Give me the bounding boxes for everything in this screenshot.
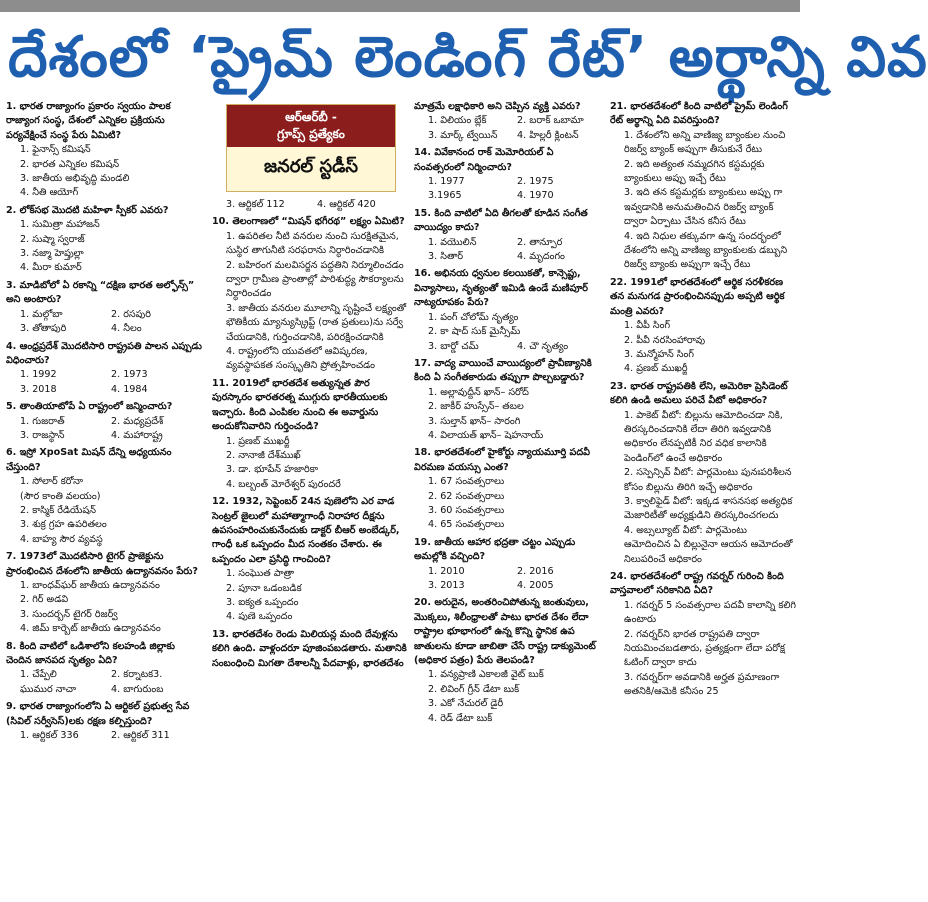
option-row <box>414 236 606 250</box>
option: 3. ఇది తన కస్టమర్లకు బ్యాంకులు అప్పు గా ఇవ్వడానికి అనుమతించిన రిజర్వ్ బ్యాంక్ ద్వారా ఏర్పాటు చేసిన కనీస రేటు <box>624 187 783 228</box>
option: 2. కర్నాటక3. <box>111 669 163 681</box>
option: 3. సితార్ <box>428 251 464 263</box>
option: 2. భారత ఎన్నికల కమిషన్ <box>20 158 120 170</box>
option: 3. సుందర్బన్ టైగర్ రిజర్వ్ <box>20 608 118 620</box>
question-text: 18. భారతదేశంలో హైకోర్టు న్యాయమూర్తి పదవీ విరమణ వయస్సు ఎంత? <box>414 447 590 473</box>
option: 2. రసపురి <box>111 308 151 320</box>
question-21 <box>610 100 796 273</box>
question-text: 15. కింది వాటిలో ఏది తీగలతో కూడిన సంగీత వాయిద్యం కాదు? <box>414 207 588 234</box>
option: 3. తోతాపురి <box>20 323 67 335</box>
option-row <box>414 129 606 143</box>
option: 4. 1970 <box>517 190 554 202</box>
question-text: 12. 1932, సెప్టెంబర్ 24న పుణెలోని ఎర వాడ సెంట్రల్ జైలులో మహాత్మాగాంధీ నిరాహార దీక్షను ఉపసంహరించుకునేందుకు డాక్టర్ బీఆర్ అంబేడ్కర్, గాంధీ ఒక ఒప్పందం మీద సంతకం చేశారు. ఈ ఒప్పందం ఎలా ప్రసిద్ధి గాంచింది? <box>212 496 400 565</box>
question-1 <box>6 100 202 201</box>
option-row <box>414 189 606 203</box>
option: 2. పూనా ఒడంబడిక <box>226 582 302 594</box>
option-row <box>414 250 606 264</box>
option: 2. తాన్పూర <box>517 236 563 248</box>
column-3 <box>414 100 606 888</box>
option-row <box>6 322 202 336</box>
option: 1. పాకెట్ వీటో: బిల్లును ఆమోదించడా నికి, తిరస్కరించడానికి లేదా తిరిగి ఇవ్వడానికి అధికారం లేనప్పటికీ నిర వధిక కాలానికి పెండింగ్‌లో ఉంచే అధికారం <box>624 409 783 464</box>
question-text: 21. భారతదేశంలో కింది వాటిలో ప్రైమ్ లెండింగ్ రేట్ అర్థాన్ని ఏది వివరిస్తుంది? <box>610 101 788 127</box>
option: 4. బల్బంత్ మోరేశ్వర్ పురందరే <box>226 478 341 490</box>
column-1 <box>6 100 202 888</box>
option: 4. హిల్లరీ క్లింటన్ <box>517 129 579 141</box>
option: 1. ఆర్టికల్ 336 <box>20 730 79 742</box>
option-row <box>6 415 202 429</box>
question-text: 9. భారత రాజ్యాంగంలోని ఏ ఆర్టికల్ ప్రభుత్వ సేవ (సివిల్ సర్వీసెస్)లకు రక్షణ కల్పిస్తుంది? <box>6 701 190 727</box>
option: 1. చేప్పేలి <box>20 669 57 681</box>
option: (సౌర కాంతి వలయం) <box>20 490 101 502</box>
column-4 <box>610 100 796 888</box>
option: 3. రాజస్థాన్ <box>20 429 65 441</box>
option: 3. జాతీయ వనరుల మూలాన్ని సృష్టించే లక్ష్యంతో భౌతికీయ మ్యాన్యుస్క్రిప్ట్ (రాత ప్రతులు)ను సర్వే చేయడానికి, గుర్తించడానికి, పరిరక్షించడానికి <box>226 302 407 343</box>
option-row <box>6 368 202 382</box>
badge-subject: జనరల్ స్టడీస్ <box>263 156 359 177</box>
option: 3. జాతీయ అభివృద్ధి మండలి <box>20 173 130 185</box>
option-row <box>414 340 606 354</box>
option: 4. జిమ్ కార్బెట్ జాతీయ ఉద్యానవనం <box>20 623 161 635</box>
option: 1. బాంధవ్‌ఘర్ జాతీయ ఉద్యానవనం <box>20 580 160 591</box>
page-headline: దేశంలో ‘ప్రైమ్ లెండింగ్ రేట్’ అర్థాన్ని వివ <box>8 25 928 90</box>
question-text: 6. ఇస్రో XpoSat మిషన్ దేన్ని అధ్యయనం చేస్తుంది? <box>6 447 172 473</box>
question-text: 13. భారతదేశం రెండు మిలియన్ల మంది దేవుళ్లను కలిగి ఉంది. వాళ్లందరూ పూజింపబడతారు. మతానికి సంబంధించి మిగతా దేశాలన్నీ పేదవాళ్లు, భారతదేశం <box>212 628 407 669</box>
option: 4. నీతి ఆయోగ్ <box>20 187 79 199</box>
option: 2. బహిరంగ మలవిసర్జన పద్ధతిని నిర్మూలించడం ద్వారా గ్రామీణ ప్రాంతాల్లో పారిశుద్ధ్య సౌకర్యాలను నిర్ధారించడం <box>226 259 404 300</box>
question-17 <box>414 357 606 443</box>
option-row <box>414 114 606 128</box>
option-row <box>6 668 202 682</box>
option: 1. 1977 <box>428 176 465 188</box>
option: 3. 2018 <box>20 383 57 395</box>
option: 3. నజ్మా హెప్తుల్లా <box>20 248 84 260</box>
badge-line-2: గ్రూప్స్ ప్రత్యేకం <box>277 127 345 141</box>
option: 4. ప్రణబ్ ముఖర్జీ <box>624 363 688 375</box>
question-9 <box>6 700 202 743</box>
option: 3. డా. భూపేన్ హజారికా <box>226 464 319 476</box>
option: 3. గవర్నర్‌గా అవడానికి అర్హత ప్రమాణంగా అతనికి/ఆమెకి కనీసం 25 <box>624 671 780 698</box>
question-text: 1. భారత రాజ్యాంగం ప్రకారం స్వయం పాలక రాజ్యాంగ సంస్థ, దేశంలో ఎన్నికల ప్రక్రియను పర్యవేక్షించే సంస్థ పేరు ఏమిటి? <box>6 101 171 141</box>
option-row <box>212 198 408 212</box>
option: 3.1965 <box>428 190 462 202</box>
question-5 <box>6 400 202 443</box>
badge-line-1: ఆర్ఆర్‌బీ - <box>285 110 337 124</box>
question-text: 22. 1991లో భారతదేశంలో ఆర్థిక సరళీకరణ తన మనుగడ ప్రారంభించినప్పుడు అప్పటి ఆర్థిక మంత్రి ఎవరు? <box>610 276 785 317</box>
question-4 <box>6 340 202 398</box>
option: 1. 2010 <box>428 565 465 577</box>
question-text: 2. లోక్‌సభ మొదటి మహిళా స్పీకర్ ఎవరు? <box>6 204 169 216</box>
question-text: మాత్రమే లక్షాధికారి అని చెప్పిన వ్యక్తి ఎవరు? <box>414 101 581 112</box>
option: 1. గవర్నర్ 5 సంవత్సరాల పదవీ కాలాన్ని కలిగి ఉంటారు <box>624 599 796 626</box>
option: 3. 60 సంవత్సరాలు <box>428 504 505 516</box>
question-13-continued <box>414 100 606 143</box>
question-8 <box>6 640 202 698</box>
option: 1. 1992 <box>20 369 57 381</box>
option: 3. మార్క్ ట్వేయిన్ <box>428 129 498 141</box>
badge-title <box>227 105 395 147</box>
option: 3. ఎకో నేచురల్ డైరీ <box>428 698 504 710</box>
option: 1. 67 సంవత్సరాలు <box>428 476 505 488</box>
option: 1. వీపీ సింగ్ <box>624 320 671 332</box>
option: 3. 2013 <box>428 580 465 591</box>
option: 3. ఐక్యత ఒప్పందం <box>226 596 299 608</box>
option: 3. మన్మోహన్ సింగ్ <box>624 348 694 360</box>
question-16 <box>414 267 606 353</box>
option: 1. సంఘొత పాత్రా <box>226 568 295 580</box>
question-text: 10. తెలంగాణలో “మిషన్ భగీరథ” లక్ష్యం ఏమిటి? <box>212 216 405 228</box>
option-row <box>414 579 606 593</box>
option: 4. ఆర్టికల్ 420 <box>317 199 376 210</box>
option: 2. సస్పెన్సివ్ వీటో: పార్లమెంటు పునఃపరిశీలన కోసం బిల్లును తిరిగి ఇచ్చే అధికారం <box>624 467 792 493</box>
option: 1. ప్రణబ్ ముఖర్జీ <box>226 435 290 447</box>
option: 4. బాగురుంబ <box>111 683 164 695</box>
option: 2. బరాక్ ఒబామా <box>517 115 584 127</box>
question-text: 20. అరుదైన, అంతరించిపోతున్న జంతువులు, మొక్కలు, శిలీంధ్రాలతో పాటు భారత దేశం లేదా రాష్ట్రాల భూభాగంలో ఉన్న కొన్ని స్థానిక ఉప జాతులను కూడా జాబితా చేసే రాష్ట్ర డాక్యుమెంట్ (అధికార పత్రం) పేరు తెలపండి? <box>414 597 596 667</box>
question-text: 8. కింది వాటిలో ఒడిశాలోని కలహండి జిల్లాకు చెందిన జానపద నృత్యం ఏది? <box>6 640 175 667</box>
option: 4. ఇది నిధుల తక్కువగా ఉన్న సందర్భంలో దేశంలోని అన్ని వాణిజ్య బ్యాంకులకు డబ్బుని రిజర్వ్ బ్యాంకు అప్పుగా ఇచ్చే రేటు <box>624 230 788 271</box>
option: 3. బార్డో చమ్ <box>428 340 479 352</box>
question-15 <box>414 207 606 265</box>
question-9-continued <box>212 198 408 212</box>
option: 1. దేశంలోని అన్ని వాణిజ్య బ్యాంకుల నుంచి రిజర్వ్ బ్యాంక్ అప్పుగా తీసుకునే రేటు <box>624 129 786 156</box>
option: 1. గుజరాత్ <box>20 415 65 427</box>
option: 1. సుమిత్రా మహాజన్ <box>20 219 100 231</box>
option: 2. 2016 <box>517 565 554 577</box>
option: ఘుముర నాచా <box>20 683 77 695</box>
option: 4. మృదంగం <box>517 251 565 263</box>
question-text: 16. అభినయ ధ్వనుల కలయికతో, కాన్సెప్టు, విన్యాసాలు, నృత్యంతో ఇమిడి ఉండే మణిపూర్ నాట్యరూపకం పేరు? <box>414 268 588 309</box>
option: 3. క్వాలిఫైడ్ వీటో: ఇక్కడ శాసనసభ అత్యధిక మెజారిటీతో అధ్యక్షుడిని తిరస్కరించగలదు <box>624 495 793 522</box>
question-23 <box>610 380 796 567</box>
option: 4. 2005 <box>517 580 554 591</box>
option: 4. రాష్ట్రంలోని యువతలో ఆవిష్కరణ, వ్యవస్థాపకత సంస్కృతిని ప్రోత్సహించడం <box>226 346 375 372</box>
option: 4. 65 సంవత్సరాలు <box>428 519 505 531</box>
option: 4. రెడ్ డేటా బుక్ <box>428 712 493 724</box>
option: 2. సుష్మా స్వరాజ్ <box>20 233 85 245</box>
option: 4. అబ్సల్యూట్ వీటో: పార్లమెంటు ఆమోదించిన ఏ బిల్లునైనా ఆయన ఆమోదంతో నిలుపరించే అధికారం <box>624 524 793 565</box>
question-22 <box>610 276 796 377</box>
option: 3. శుక్ర గ్రహ ఉపరితలం <box>20 519 107 531</box>
option: 3. ఆర్టికల్ 112 <box>226 199 285 210</box>
option: 4. పుణె ఒప్పందం <box>226 611 293 623</box>
option: 4. మహారాష్ట్ర <box>111 429 163 441</box>
question-text: 19. జాతీయ ఆహార భద్రతా చట్టం ఎప్పుడు అమల్లోకి వచ్చింది? <box>414 536 576 563</box>
option: 4. మీరా కుమార్ <box>20 262 82 274</box>
option: 1. సోలార్ కరోనా <box>20 476 84 488</box>
option-row <box>414 175 606 189</box>
option-row <box>6 383 202 397</box>
option-row <box>6 429 202 443</box>
question-19 <box>414 536 606 594</box>
option: 2. 1973 <box>111 369 148 381</box>
question-text: 11. 2019లో భారతదేశ అత్యున్నత పౌర పురస్కారం భారతరత్న ముగ్గురు భారతీయులకు ఇచ్చారు. కింది ఎంపికల నుంచి ఈ అవార్డును అందుకోనివారిని గుర్తించండి? <box>212 377 388 433</box>
option-row <box>6 729 202 743</box>
option: 2. ఆర్టికల్ 311 <box>111 730 170 742</box>
option: 2. నానాజీ దేశ్‌ముఖ్ <box>226 449 301 461</box>
option: 4. నీలం <box>111 323 142 335</box>
column-2 <box>212 100 408 888</box>
option: 4. 1984 <box>111 383 148 395</box>
option-row <box>6 308 202 322</box>
option: 2. లివింగ్ గ్రీన్ డేటా బుక్ <box>428 683 520 695</box>
section-badge <box>226 104 396 192</box>
question-2 <box>6 204 202 276</box>
question-12 <box>212 495 408 625</box>
option: 2. ఇది అత్యంత నమ్మదగిన కస్టమర్లకు బ్యాంకులు అప్పు ఇచ్చే రేటు <box>624 158 765 185</box>
option: 2. 1975 <box>517 176 554 188</box>
option: 2. కా షాద్ సుక్ మైన్సీమ్ <box>428 326 521 338</box>
option: 1. విలియం బ్లేక్ <box>428 115 487 127</box>
question-24 <box>610 570 796 700</box>
option: 2. 62 సంవత్సరాలు <box>428 490 505 502</box>
question-6 <box>6 446 202 547</box>
question-13 <box>212 628 408 671</box>
question-text: 3. మాడిబోలో ఏ రకాన్ని “దక్షిణ భారత అల్ఫోన్స్” అని అంటారు? <box>6 279 195 306</box>
question-text: 24. భారతదేశంలో రాష్ట్ర గవర్నర్ గురించి కింది వాస్తవాలలో సరికానిది ఏది? <box>610 571 784 597</box>
option: 4. చౌ నృత్యం <box>517 340 569 352</box>
question-text: 23. భారత రాష్ట్రపతికి లేని, అమెరికా ప్రెసిడెంట్ కలిగి ఉండి అమలు పరిచే వీటో అధికారం? <box>610 380 788 407</box>
option: 1. పంగ్ చోలోమ్ నృత్యం <box>428 311 519 323</box>
option: 2. గిర్ అడవి <box>20 594 69 606</box>
question-18 <box>414 446 606 532</box>
option: 1. మల్గోబా <box>20 308 63 320</box>
top-rule <box>0 0 800 12</box>
option: 1. వన్యప్రాణి ఎకాలజీ వైట్ బుక్ <box>428 669 544 681</box>
option: 1. వయొలిన్ <box>428 236 477 248</box>
question-text: 17. వాద్య వాయించే వాయిద్యంలో ప్రావీణ్యానికి కింది ఏ సంగీతకారుడు తప్పుగా పొల్చబడ్డారు? <box>414 357 592 384</box>
option: 1. అల్లావుద్దీన్ ఖాన్– సరోద్ <box>428 386 529 398</box>
question-3 <box>6 279 202 337</box>
question-11 <box>212 377 408 492</box>
question-text: 4. ఆంధ్రప్రదేశ్ మొదటిసారి రాష్ట్రపతి పాలన ఎప్పుడు విధించారు? <box>6 340 202 366</box>
question-text: 14. వివేకానంద రాక్ మెమోరియల్ ఏ సంవత్సరంలో నిర్మించారు? <box>414 147 554 173</box>
question-7 <box>6 550 202 636</box>
option: 2. గవర్నర్‌ని భారత రాష్ట్రపతి ద్వారా నియమించబడతారు, ప్రత్యక్షంగా లేదా పరోక్ష ఓటింగ్ ద్వారా కాదు <box>624 628 786 669</box>
option: 2. జాకీర్ హుస్సేన్– తబల <box>428 401 524 413</box>
option: 4. విలాయత్ ఖాన్– షెహనాయ్ <box>428 429 544 441</box>
question-10 <box>212 215 408 373</box>
option: 2. కాస్మిక్ రేడియేషన్ <box>20 504 96 516</box>
option: 2. మధ్యప్రదేశ్ <box>111 415 164 427</box>
option: 1. ఫైనాన్స్ కమిషన్ <box>20 144 91 156</box>
question-20 <box>414 596 606 726</box>
question-text: 7. 1973లో మొదటిసారి టైగర్ ప్రాజెక్టును ప్రారంభించిన దేశంలోని జాతీయ ఉద్యానవనం పేరు? <box>6 551 198 577</box>
option-row <box>414 565 606 579</box>
option: 4. బాహ్య సౌర వ్యవస్థ <box>20 533 103 545</box>
option: 3. సుల్తాన్ ఖాన్– సారంగి <box>428 415 521 427</box>
option: 2. పీవీ నరసింహారావు <box>624 334 706 346</box>
option: 1. ఉపరితల నీటి వనరుల నుంచి సురక్షితమైన, సుస్థిర తాగునీటి సరఫరాను నిర్ధారించడానికి <box>226 230 399 257</box>
question-text: 5. తాంతియాటోపే ఏ రాష్ట్రంలో జన్మించారు? <box>6 401 173 413</box>
option-row <box>6 683 202 697</box>
question-14 <box>414 146 606 204</box>
